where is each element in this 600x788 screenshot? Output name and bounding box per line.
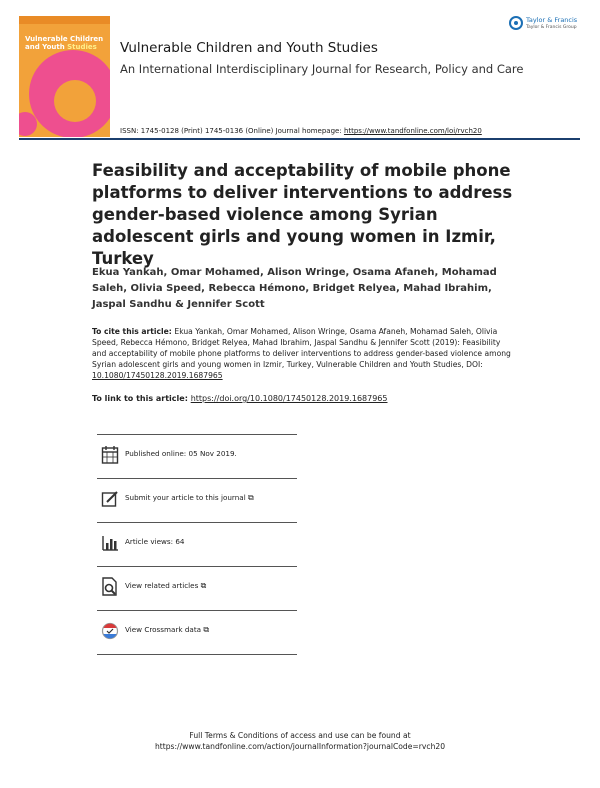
related-articles-link[interactable]: View related articles ⧉ — [125, 581, 207, 590]
cover-title: Vulnerable Children and Youth Studies — [25, 35, 104, 51]
external-link-icon: ⧉ — [200, 581, 207, 590]
calendar-icon — [101, 445, 119, 465]
submit-article-link[interactable]: Submit your article to this journal ⧉ — [125, 493, 254, 502]
external-link-icon: ⧉ — [203, 625, 210, 634]
publisher-logo[interactable]: Taylor & Francis Taylor & Francis Group — [509, 15, 581, 35]
crossmark-link[interactable]: View Crossmark data ⧉ — [125, 625, 210, 634]
article-info-list — [97, 434, 297, 655]
header-divider — [19, 138, 580, 140]
publisher-logo-icon — [509, 16, 523, 30]
terms-footer: Full Terms & Conditions of access and use can be found at https://www.tandfonline.com/action/journalInformation?journalCode=rvch20 — [0, 730, 600, 752]
related-articles-row[interactable] — [97, 566, 297, 610]
edit-icon — [101, 489, 119, 509]
article-doi-link[interactable]: https://doi.org/10.1080/17450128.2019.1687965 — [190, 394, 388, 403]
terms-link[interactable]: https://www.tandfonline.com/action/journalInformation?journalCode=rvch20 — [154, 742, 446, 751]
bar-chart-icon — [101, 533, 119, 553]
external-link-icon: ⧉ — [248, 493, 254, 502]
crossmark-icon — [101, 621, 119, 641]
article-title: Feasibility and acceptability of mobile phone platforms to deliver interventions to address gender-based violence among Syrian adolescent girls and young women in Izmir, Turkey — [92, 161, 513, 268]
article-link-block: To link to this article: https://doi.org/10.1080/17450128.2019.1687965 — [92, 394, 388, 403]
issn-line: ISSN: 1745-0128 (Print) 1745-0136 (Online) Journal homepage: https://www.tandfonline.com/loi/rvch20 — [120, 127, 482, 135]
journal-cover-image — [19, 16, 110, 137]
document-search-icon — [101, 577, 119, 597]
article-views-row: Article views: 64 — [97, 522, 297, 566]
citation-block: To cite this article: Ekua Yankah, Omar Mohamed, Alison Wringe, Osama Afaneh, Mohamad Saleh, Olivia Speed, Rebecca Hémono, Bridget Relyea, Mahad Ibrahim, Jaspal Sandhu & Jennifer Scott (2019): Feasibility and acceptability of mobile phone platforms to deliver interventions to address gender-based violence among Syrian adolescent girls and young women in Izmir, Turkey, Vulnerable Children and Youth Studies, DOI: 10.1080/17450128.2019.1687965 — [92, 327, 511, 380]
submit-article-row[interactable] — [97, 478, 297, 522]
journal-name: Vulnerable Children and Youth Studies — [120, 40, 378, 56]
published-row: Published online: 05 Nov 2019. — [97, 434, 297, 478]
journal-subtitle: An International Interdisciplinary Journal for Research, Policy and Care — [120, 62, 524, 76]
doi-link[interactable]: 10.1080/17450128.2019.1687965 — [92, 371, 223, 380]
article-authors: Ekua Yankah, Omar Mohamed, Alison Wringe, Osama Afaneh, Mohamad Saleh, Olivia Speed, Rebecca Hémono, Bridget Relyea, Mahad Ibrahim, Jaspal Sandhu & Jennifer Scott — [92, 267, 497, 310]
journal-homepage-link[interactable]: https://www.tandfonline.com/loi/rvch20 — [343, 127, 482, 135]
crossmark-row[interactable] — [97, 610, 297, 655]
